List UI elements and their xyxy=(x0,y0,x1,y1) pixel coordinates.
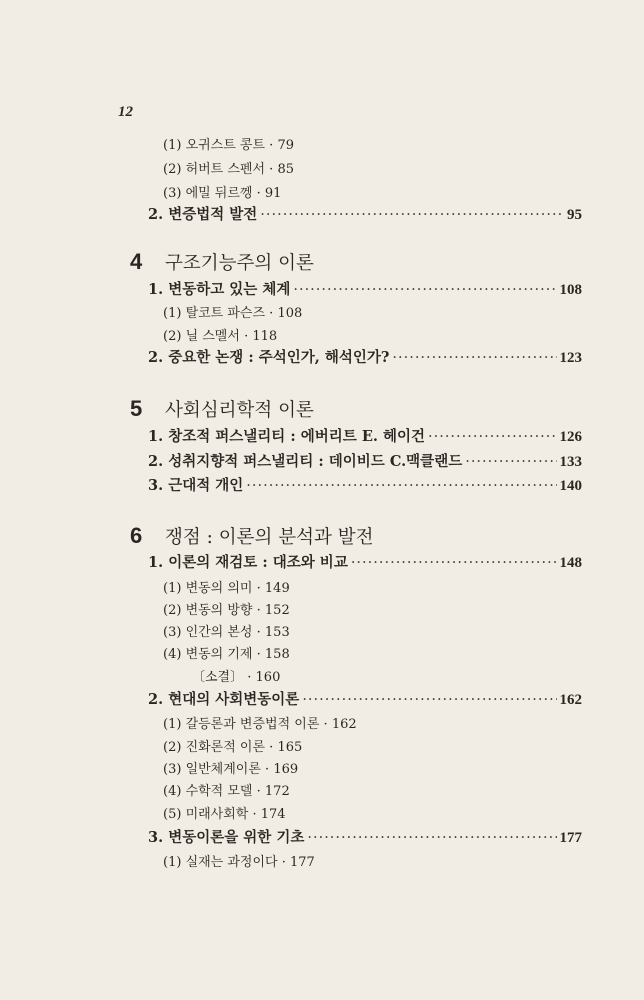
toc-section-entry: 2. 변증법적 발전 ····· 95 xyxy=(148,203,582,224)
toc-subentry: (3) 인간의 본성 · 153 xyxy=(163,625,290,640)
toc-subentry: (4) 변동의 기제 · 158 xyxy=(163,647,290,662)
toc-subentry: 〔소결〕 · 160 xyxy=(192,670,281,685)
toc-section-entry: 1. 변동하고 있는 체계 ····· 108 xyxy=(148,278,582,299)
toc-subentry: (5) 미래사회학 · 174 xyxy=(163,807,286,822)
leader-dots xyxy=(392,350,556,366)
toc-subentry: (1) 탈코트 파슨즈 · 108 xyxy=(163,306,303,321)
toc-subentry: (2) 닐 스멜서 · 118 xyxy=(163,329,278,344)
toc-subentry: (2) 변동의 방향 · 152 xyxy=(163,603,290,618)
toc-subentry: (3) 일반체계이론 · 169 xyxy=(163,762,299,777)
leader-dots xyxy=(428,429,557,445)
toc-section-entry: 3. 근대적 개인 ····· 140 xyxy=(148,474,582,495)
toc-subentry: (3) 에밀 뒤르껭 · 91 xyxy=(163,186,282,201)
toc-chapter-heading: 6 쟁점 : 이론의 분석과 발전 xyxy=(130,523,374,548)
toc-subentry: (2) 진화론적 이론 · 165 xyxy=(163,740,303,755)
toc-section-entry: 2. 중요한 논쟁 : 주석인가, 해석인가? ····· 123 xyxy=(148,346,582,367)
toc-section-entry: 2. 성취지향적 퍼스낼리티 : 데이비드 C.맥클랜드 ····· 133 xyxy=(148,450,582,471)
toc-subentry: (1) 오귀스트 콩트 · 79 xyxy=(163,138,294,153)
leader-dots xyxy=(260,207,564,223)
leader-dots xyxy=(302,692,556,708)
leader-dots xyxy=(246,478,556,494)
toc-chapter-heading: 4 구조기능주의 이론 xyxy=(130,249,314,274)
toc-section-entry: 3. 변동이론을 위한 기초 ····· 177 xyxy=(148,826,582,847)
leader-dots xyxy=(465,454,556,470)
toc-subentry: (2) 허버트 스펜서 · 85 xyxy=(163,162,294,177)
leader-dots xyxy=(351,555,557,571)
page-number: 12 xyxy=(118,104,133,120)
toc-subentry: (1) 실재는 과정이다 · 177 xyxy=(163,855,315,870)
toc-section-entry: 1. 창조적 퍼스낼리티 : 에버리트 E. 헤이건 ····· 126 xyxy=(148,425,582,446)
toc-chapter-heading: 5 사회심리학적 이론 xyxy=(130,396,314,421)
toc-section-entry: 2. 현대의 사회변동이론 ····· 162 xyxy=(148,688,582,709)
toc-subentry: (1) 변동의 의미 · 149 xyxy=(163,581,290,596)
toc-subentry: (1) 갈등론과 변증법적 이론 · 162 xyxy=(163,717,357,732)
leader-dots xyxy=(293,282,556,298)
toc-subentry: (4) 수학적 모델 · 172 xyxy=(163,784,290,799)
toc-section-entry: 1. 이론의 재검토 : 대조와 비교 ····· 148 xyxy=(148,551,582,572)
leader-dots xyxy=(307,830,556,846)
